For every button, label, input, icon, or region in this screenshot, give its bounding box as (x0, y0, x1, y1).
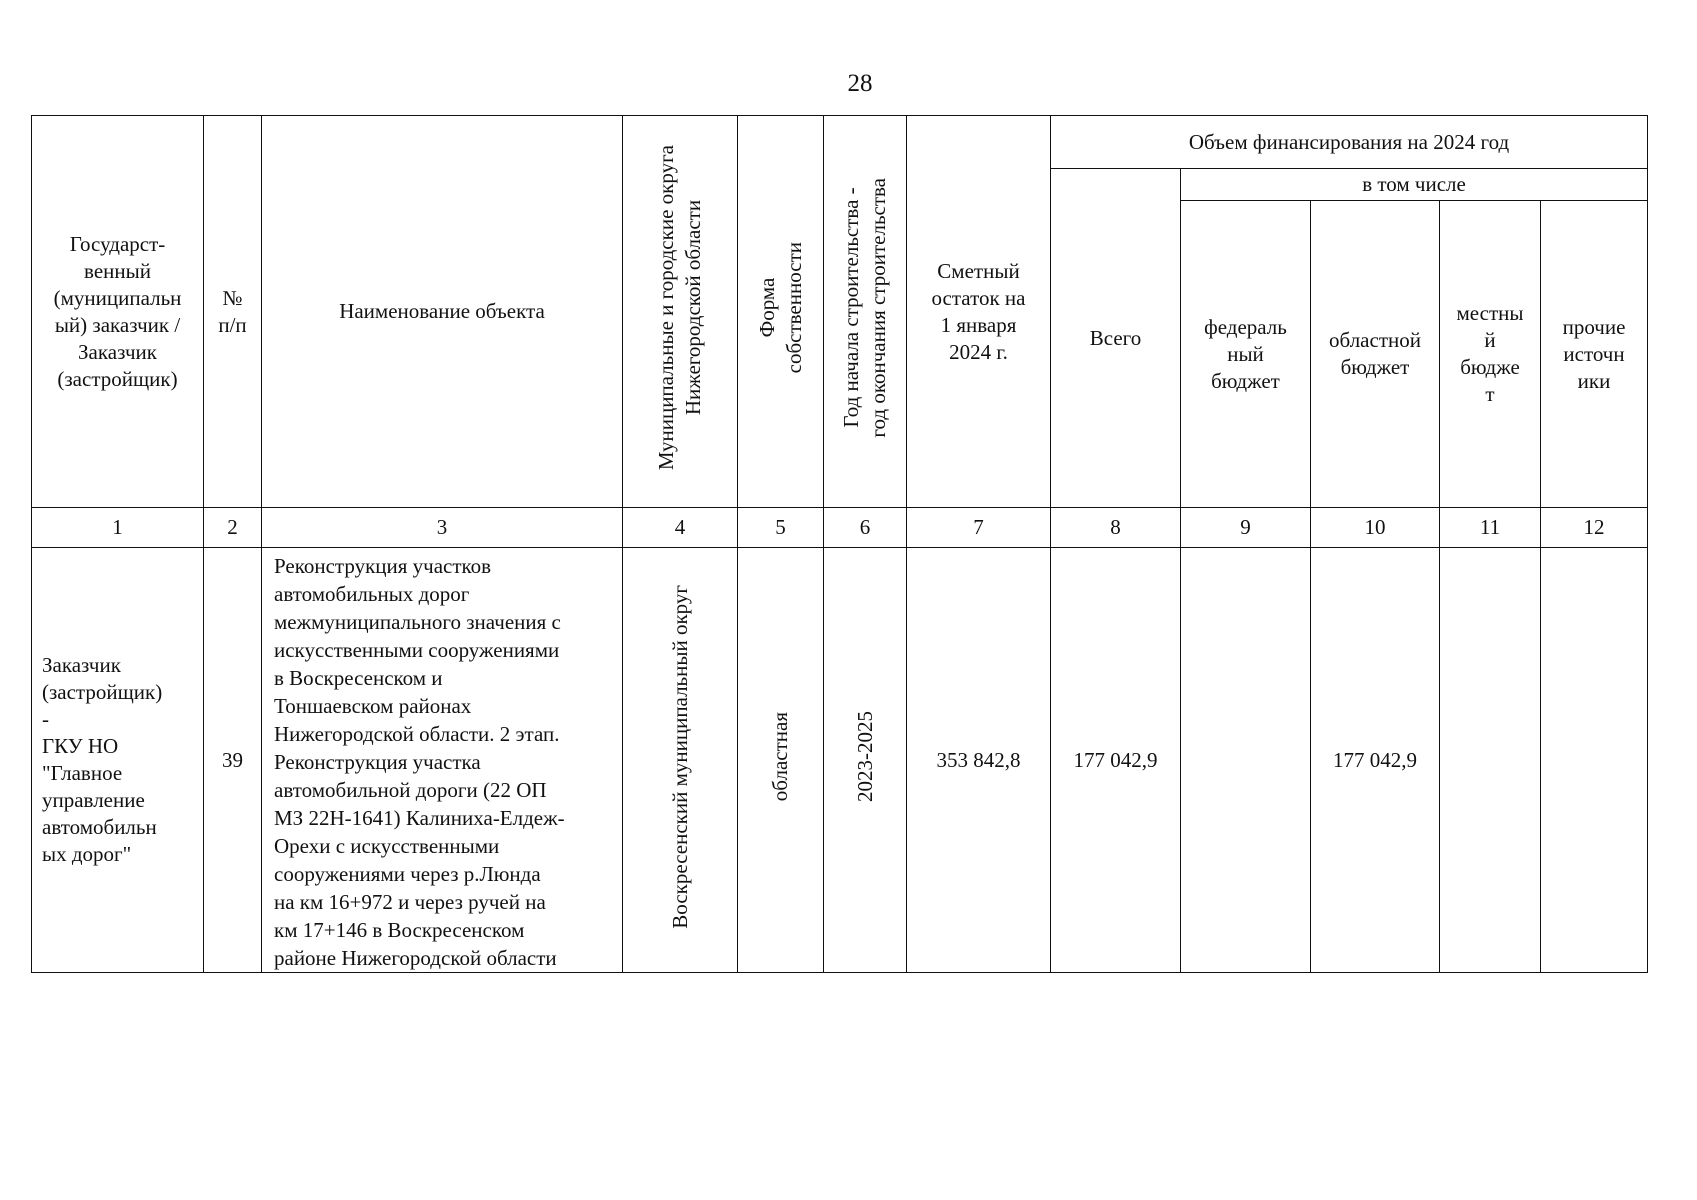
row-years (824, 548, 907, 973)
row-regional: 177 042,9 (1311, 548, 1440, 973)
column-number: 11 (1440, 508, 1541, 548)
column-number: 7 (907, 508, 1051, 548)
header-balance: Сметный остаток на 1 января 2024 г. (907, 116, 1051, 508)
row-customer: Заказчик (застройщик) - ГКУ НО "Главное управление автомобильн ых дорог" (32, 548, 204, 973)
row-ownership (738, 548, 824, 973)
header-years (824, 116, 907, 508)
row-ownership-text: областная (768, 711, 792, 802)
row-district (623, 548, 738, 973)
header-years-text: Год начала строительства - год окончания строительства (839, 178, 890, 438)
header-regional: областной бюджет (1311, 201, 1440, 508)
header-other: прочие источн ики (1541, 201, 1648, 508)
header-including: в том числе (1181, 169, 1648, 201)
column-number: 9 (1181, 508, 1311, 548)
row-balance: 353 842,8 (907, 548, 1051, 973)
header-number: № п/п (204, 116, 262, 508)
column-numbers-row (32, 508, 1648, 548)
row-local (1440, 548, 1541, 973)
row-object-name: Реконструкция участков автомобильных дорог межмуниципального значения с искусственными сооружениями в Воскресенском и Тоншаевском районах Нижегородской области. 2 этап. Реконструкция участка автомобильной дороги (22 ОП МЗ 22Н-1641) Калиниха-Елдеж- Орехи с искусственными сооружениями через р.Люнда на км 16+972 и через ручей на км 17+146 в Воскресенском районе Нижегородской области (262, 548, 623, 973)
header-federal: федераль ный бюджет (1181, 201, 1311, 508)
page-number: 28 (847, 70, 873, 97)
header-customer: Государст- венный (муниципальн ый) заказчик / Заказчик (застройщик) (32, 116, 204, 508)
column-number: 3 (262, 508, 623, 548)
row-federal (1181, 548, 1311, 973)
row-other (1541, 548, 1648, 973)
column-number: 2 (204, 508, 262, 548)
column-number: 12 (1541, 508, 1648, 548)
header-districts (623, 116, 738, 508)
row-district-text: Воскресенский муниципальный округ (667, 584, 692, 929)
row-number: 39 (204, 548, 262, 973)
row-total: 177 042,9 (1051, 548, 1181, 973)
header-total: Всего (1051, 169, 1181, 508)
column-number: 1 (32, 508, 204, 548)
header-financing: Объем финансирования на 2024 год (1051, 116, 1648, 169)
row-years-text: 2023-2025 (852, 711, 877, 802)
column-number: 6 (824, 508, 907, 548)
header-ownership-text: Форма собственности (754, 242, 806, 374)
table-row (32, 548, 1648, 973)
financing-table (31, 115, 1648, 973)
column-number: 8 (1051, 508, 1181, 548)
header-local: местны й бюдже т (1440, 201, 1541, 508)
header-ownership (738, 116, 824, 508)
header-object-name: Наименование объекта (262, 116, 623, 508)
column-number: 5 (738, 508, 824, 548)
header-districts-text: Муниципальные и городские округа Нижегородской области (654, 145, 705, 471)
column-number: 4 (623, 508, 738, 548)
column-number: 10 (1311, 508, 1440, 548)
